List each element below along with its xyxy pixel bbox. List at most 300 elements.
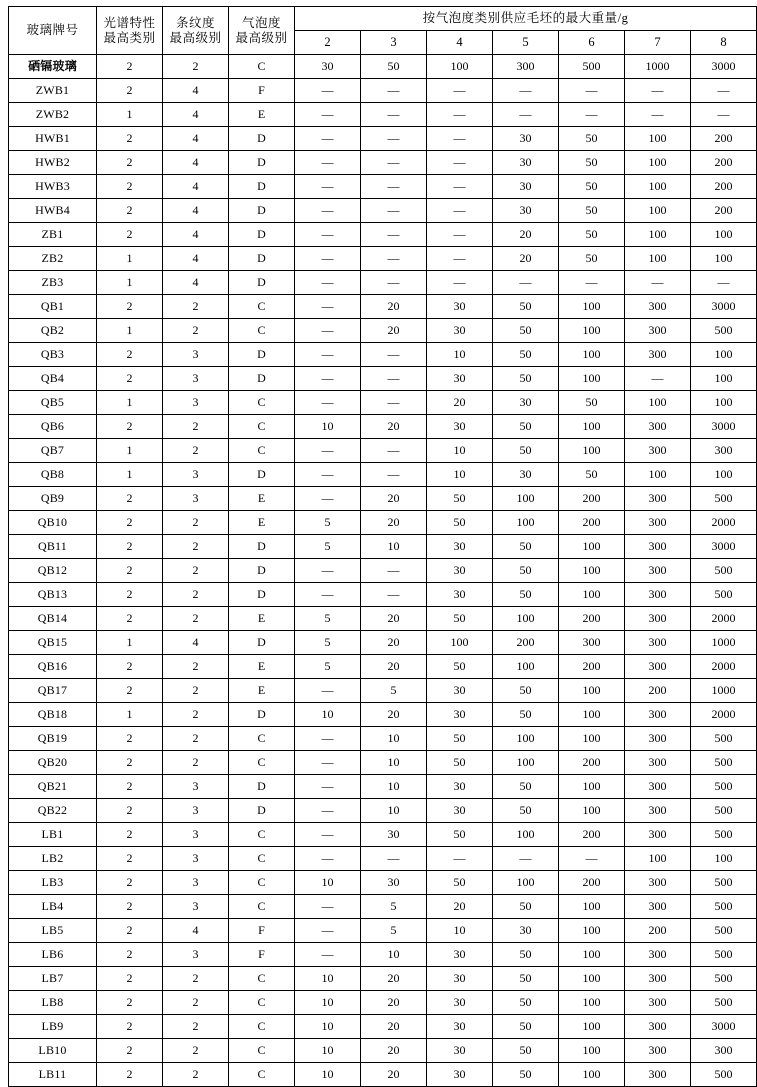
cell-max-weight: 300 bbox=[625, 727, 691, 751]
cell-max-weight: 100 bbox=[691, 367, 757, 391]
table-row bbox=[9, 55, 757, 79]
cell-max-weight: 2000 bbox=[691, 511, 757, 535]
header-bubble-class: 7 bbox=[625, 31, 691, 55]
table-row bbox=[9, 367, 757, 391]
cell-max-weight: 100 bbox=[559, 775, 625, 799]
cell-max-weight: 100 bbox=[559, 319, 625, 343]
cell-max-weight: 300 bbox=[625, 583, 691, 607]
cell-glass-code: QB17 bbox=[9, 679, 97, 703]
cell-stripe: 2 bbox=[163, 679, 229, 703]
cell-max-weight: 100 bbox=[559, 295, 625, 319]
cell-stripe: 2 bbox=[163, 967, 229, 991]
cell-max-weight: — bbox=[295, 127, 361, 151]
table-body bbox=[9, 55, 757, 1087]
cell-max-weight: 2000 bbox=[691, 607, 757, 631]
cell-max-weight: — bbox=[493, 271, 559, 295]
cell-max-weight: 50 bbox=[427, 727, 493, 751]
cell-max-weight: — bbox=[427, 127, 493, 151]
cell-max-weight: — bbox=[493, 103, 559, 127]
cell-max-weight: 100 bbox=[493, 751, 559, 775]
cell-max-weight: — bbox=[691, 103, 757, 127]
cell-max-weight: — bbox=[361, 103, 427, 127]
cell-max-weight: 20 bbox=[361, 295, 427, 319]
cell-max-weight: 500 bbox=[691, 487, 757, 511]
cell-max-weight: 5 bbox=[295, 535, 361, 559]
table-row bbox=[9, 967, 757, 991]
header-bubble: 气泡度 最高级别 bbox=[229, 7, 295, 55]
cell-max-weight: 5 bbox=[295, 631, 361, 655]
cell-stripe: 4 bbox=[163, 247, 229, 271]
cell-max-weight: 100 bbox=[691, 847, 757, 871]
cell-glass-code: QB8 bbox=[9, 463, 97, 487]
cell-max-weight: 10 bbox=[295, 871, 361, 895]
cell-max-weight: 500 bbox=[691, 799, 757, 823]
table-row bbox=[9, 607, 757, 631]
cell-max-weight: 3000 bbox=[691, 415, 757, 439]
cell-bubble: C bbox=[229, 415, 295, 439]
table-row bbox=[9, 679, 757, 703]
cell-max-weight: 300 bbox=[625, 487, 691, 511]
cell-max-weight: 30 bbox=[427, 967, 493, 991]
cell-bubble: E bbox=[229, 103, 295, 127]
cell-max-weight: 100 bbox=[625, 463, 691, 487]
cell-max-weight: 1000 bbox=[625, 55, 691, 79]
table-row bbox=[9, 223, 757, 247]
cell-max-weight: — bbox=[295, 751, 361, 775]
cell-max-weight: — bbox=[295, 895, 361, 919]
cell-bubble: F bbox=[229, 943, 295, 967]
cell-max-weight: 500 bbox=[691, 919, 757, 943]
table-row bbox=[9, 799, 757, 823]
cell-max-weight: — bbox=[295, 391, 361, 415]
cell-max-weight: 50 bbox=[493, 1063, 559, 1087]
table-row bbox=[9, 151, 757, 175]
table-row bbox=[9, 511, 757, 535]
cell-max-weight: — bbox=[361, 559, 427, 583]
cell-stripe: 2 bbox=[163, 295, 229, 319]
cell-max-weight: 500 bbox=[691, 727, 757, 751]
header-bubble-class: 5 bbox=[493, 31, 559, 55]
cell-max-weight: 20 bbox=[427, 895, 493, 919]
cell-max-weight: 10 bbox=[427, 919, 493, 943]
table-row bbox=[9, 79, 757, 103]
table-row bbox=[9, 991, 757, 1015]
cell-bubble: C bbox=[229, 391, 295, 415]
cell-bubble: C bbox=[229, 439, 295, 463]
cell-bubble: D bbox=[229, 127, 295, 151]
header-bubble-class: 8 bbox=[691, 31, 757, 55]
cell-max-weight: 30 bbox=[427, 583, 493, 607]
cell-max-weight: 200 bbox=[625, 679, 691, 703]
cell-max-weight: 300 bbox=[625, 823, 691, 847]
cell-bubble: C bbox=[229, 991, 295, 1015]
cell-max-weight: 5 bbox=[295, 511, 361, 535]
table-row bbox=[9, 175, 757, 199]
cell-max-weight: 30 bbox=[493, 151, 559, 175]
cell-max-weight: 30 bbox=[427, 1039, 493, 1063]
cell-max-weight: 30 bbox=[427, 943, 493, 967]
cell-max-weight: 1000 bbox=[691, 679, 757, 703]
cell-spectral: 2 bbox=[97, 415, 163, 439]
cell-max-weight: 10 bbox=[295, 1063, 361, 1087]
cell-glass-code: QB11 bbox=[9, 535, 97, 559]
table-row bbox=[9, 487, 757, 511]
cell-max-weight: — bbox=[295, 103, 361, 127]
cell-bubble: D bbox=[229, 799, 295, 823]
cell-max-weight: — bbox=[427, 247, 493, 271]
cell-max-weight: 100 bbox=[559, 1039, 625, 1063]
cell-max-weight: 100 bbox=[559, 415, 625, 439]
cell-max-weight: 300 bbox=[625, 895, 691, 919]
table-row bbox=[9, 247, 757, 271]
cell-stripe: 2 bbox=[163, 703, 229, 727]
cell-stripe: 4 bbox=[163, 199, 229, 223]
cell-max-weight: — bbox=[295, 727, 361, 751]
cell-max-weight: — bbox=[295, 463, 361, 487]
cell-max-weight: — bbox=[493, 847, 559, 871]
cell-max-weight: 20 bbox=[361, 991, 427, 1015]
cell-max-weight: 20 bbox=[361, 967, 427, 991]
cell-max-weight: 300 bbox=[625, 631, 691, 655]
cell-max-weight: 200 bbox=[625, 919, 691, 943]
cell-max-weight: 20 bbox=[361, 319, 427, 343]
cell-max-weight: 50 bbox=[559, 175, 625, 199]
cell-bubble: D bbox=[229, 343, 295, 367]
cell-max-weight: 500 bbox=[691, 751, 757, 775]
table-row bbox=[9, 319, 757, 343]
cell-spectral: 1 bbox=[97, 631, 163, 655]
cell-glass-code: LB3 bbox=[9, 871, 97, 895]
cell-max-weight: — bbox=[427, 175, 493, 199]
cell-stripe: 2 bbox=[163, 583, 229, 607]
cell-max-weight: 10 bbox=[361, 799, 427, 823]
cell-max-weight: 100 bbox=[559, 895, 625, 919]
cell-max-weight: 100 bbox=[559, 535, 625, 559]
cell-max-weight: 3000 bbox=[691, 55, 757, 79]
cell-spectral: 2 bbox=[97, 1039, 163, 1063]
cell-max-weight: — bbox=[559, 103, 625, 127]
cell-max-weight: 50 bbox=[427, 655, 493, 679]
cell-max-weight: — bbox=[361, 583, 427, 607]
cell-max-weight: 100 bbox=[493, 655, 559, 679]
cell-max-weight: 20 bbox=[361, 415, 427, 439]
cell-max-weight: 50 bbox=[493, 439, 559, 463]
cell-max-weight: 10 bbox=[361, 535, 427, 559]
cell-glass-code: LB9 bbox=[9, 1015, 97, 1039]
cell-max-weight: — bbox=[427, 151, 493, 175]
header-row-top bbox=[9, 7, 757, 31]
cell-stripe: 2 bbox=[163, 535, 229, 559]
cell-max-weight: — bbox=[559, 271, 625, 295]
cell-max-weight: 10 bbox=[361, 775, 427, 799]
cell-glass-code: LB4 bbox=[9, 895, 97, 919]
cell-max-weight: — bbox=[427, 223, 493, 247]
cell-max-weight: 50 bbox=[427, 511, 493, 535]
cell-max-weight: — bbox=[559, 847, 625, 871]
cell-max-weight: 500 bbox=[691, 775, 757, 799]
table-row bbox=[9, 271, 757, 295]
cell-bubble: C bbox=[229, 823, 295, 847]
cell-bubble: E bbox=[229, 655, 295, 679]
cell-spectral: 2 bbox=[97, 823, 163, 847]
cell-spectral: 2 bbox=[97, 127, 163, 151]
header-max-weight-group: 按气泡度类别供应毛坯的最大重量/g bbox=[295, 7, 757, 31]
cell-max-weight: 10 bbox=[295, 415, 361, 439]
table-row bbox=[9, 415, 757, 439]
cell-stripe: 4 bbox=[163, 271, 229, 295]
table-row bbox=[9, 655, 757, 679]
cell-max-weight: 300 bbox=[625, 1015, 691, 1039]
cell-max-weight: 500 bbox=[691, 583, 757, 607]
cell-max-weight: 200 bbox=[559, 511, 625, 535]
cell-max-weight: 30 bbox=[427, 559, 493, 583]
cell-bubble: D bbox=[229, 199, 295, 223]
cell-max-weight: 30 bbox=[493, 199, 559, 223]
cell-max-weight: 50 bbox=[493, 559, 559, 583]
cell-max-weight: — bbox=[691, 271, 757, 295]
cell-bubble: D bbox=[229, 631, 295, 655]
cell-spectral: 2 bbox=[97, 943, 163, 967]
cell-bubble: C bbox=[229, 1063, 295, 1087]
cell-max-weight: — bbox=[361, 175, 427, 199]
cell-max-weight: 300 bbox=[559, 631, 625, 655]
cell-spectral: 2 bbox=[97, 679, 163, 703]
cell-stripe: 3 bbox=[163, 895, 229, 919]
cell-max-weight: 20 bbox=[493, 223, 559, 247]
cell-max-weight: 5 bbox=[361, 679, 427, 703]
cell-bubble: E bbox=[229, 607, 295, 631]
cell-max-weight: — bbox=[625, 271, 691, 295]
cell-max-weight: 300 bbox=[625, 319, 691, 343]
cell-max-weight: 50 bbox=[559, 223, 625, 247]
cell-bubble: D bbox=[229, 175, 295, 199]
cell-max-weight: — bbox=[361, 391, 427, 415]
cell-max-weight: — bbox=[295, 775, 361, 799]
cell-bubble: E bbox=[229, 679, 295, 703]
cell-bubble: C bbox=[229, 967, 295, 991]
cell-max-weight: 10 bbox=[427, 343, 493, 367]
cell-max-weight: 30 bbox=[493, 127, 559, 151]
cell-spectral: 2 bbox=[97, 199, 163, 223]
table-row bbox=[9, 823, 757, 847]
cell-max-weight: 10 bbox=[295, 1015, 361, 1039]
cell-bubble: C bbox=[229, 295, 295, 319]
cell-max-weight: 20 bbox=[361, 511, 427, 535]
cell-stripe: 2 bbox=[163, 727, 229, 751]
cell-spectral: 1 bbox=[97, 703, 163, 727]
cell-max-weight: — bbox=[361, 439, 427, 463]
cell-spectral: 2 bbox=[97, 79, 163, 103]
cell-max-weight: — bbox=[625, 79, 691, 103]
cell-max-weight: 5 bbox=[295, 607, 361, 631]
cell-max-weight: 100 bbox=[691, 247, 757, 271]
cell-max-weight: 300 bbox=[625, 511, 691, 535]
header-bubble-class: 3 bbox=[361, 31, 427, 55]
cell-bubble: F bbox=[229, 79, 295, 103]
cell-max-weight: 300 bbox=[625, 751, 691, 775]
cell-spectral: 2 bbox=[97, 487, 163, 511]
cell-max-weight: — bbox=[295, 319, 361, 343]
cell-max-weight: 500 bbox=[691, 991, 757, 1015]
cell-glass-code: QB2 bbox=[9, 319, 97, 343]
cell-glass-code: LB7 bbox=[9, 967, 97, 991]
cell-max-weight: 10 bbox=[427, 463, 493, 487]
cell-max-weight: 50 bbox=[493, 295, 559, 319]
cell-max-weight: 300 bbox=[625, 943, 691, 967]
cell-spectral: 2 bbox=[97, 223, 163, 247]
cell-max-weight: 30 bbox=[427, 775, 493, 799]
cell-max-weight: — bbox=[361, 127, 427, 151]
cell-max-weight: 300 bbox=[625, 775, 691, 799]
cell-stripe: 3 bbox=[163, 847, 229, 871]
cell-glass-code: LB5 bbox=[9, 919, 97, 943]
cell-max-weight: — bbox=[295, 367, 361, 391]
cell-stripe: 2 bbox=[163, 1063, 229, 1087]
cell-max-weight: 30 bbox=[427, 799, 493, 823]
cell-stripe: 2 bbox=[163, 655, 229, 679]
cell-glass-code: LB6 bbox=[9, 943, 97, 967]
cell-max-weight: 500 bbox=[691, 319, 757, 343]
cell-max-weight: — bbox=[361, 79, 427, 103]
cell-spectral: 2 bbox=[97, 727, 163, 751]
cell-max-weight: 50 bbox=[493, 535, 559, 559]
cell-spectral: 2 bbox=[97, 991, 163, 1015]
cell-max-weight: 200 bbox=[691, 151, 757, 175]
cell-max-weight: 300 bbox=[625, 703, 691, 727]
cell-bubble: C bbox=[229, 55, 295, 79]
cell-bubble: F bbox=[229, 919, 295, 943]
cell-bubble: D bbox=[229, 223, 295, 247]
cell-max-weight: — bbox=[427, 847, 493, 871]
cell-spectral: 2 bbox=[97, 559, 163, 583]
cell-spectral: 2 bbox=[97, 511, 163, 535]
cell-max-weight: 100 bbox=[559, 559, 625, 583]
cell-max-weight: — bbox=[427, 199, 493, 223]
table-row bbox=[9, 751, 757, 775]
cell-max-weight: — bbox=[295, 487, 361, 511]
cell-stripe: 3 bbox=[163, 391, 229, 415]
cell-max-weight: — bbox=[295, 679, 361, 703]
cell-max-weight: 100 bbox=[559, 967, 625, 991]
cell-max-weight: — bbox=[295, 343, 361, 367]
cell-stripe: 3 bbox=[163, 799, 229, 823]
cell-max-weight: 30 bbox=[493, 391, 559, 415]
cell-stripe: 3 bbox=[163, 823, 229, 847]
cell-max-weight: 30 bbox=[427, 679, 493, 703]
cell-glass-code: QB18 bbox=[9, 703, 97, 727]
cell-max-weight: 300 bbox=[625, 871, 691, 895]
cell-max-weight: 5 bbox=[361, 919, 427, 943]
cell-bubble: D bbox=[229, 247, 295, 271]
cell-stripe: 2 bbox=[163, 991, 229, 1015]
cell-glass-code: ZWB1 bbox=[9, 79, 97, 103]
cell-spectral: 2 bbox=[97, 1015, 163, 1039]
cell-max-weight: 200 bbox=[691, 199, 757, 223]
cell-stripe: 4 bbox=[163, 631, 229, 655]
cell-max-weight: — bbox=[691, 79, 757, 103]
cell-stripe: 2 bbox=[163, 751, 229, 775]
cell-max-weight: 20 bbox=[361, 1063, 427, 1087]
cell-max-weight: 200 bbox=[559, 823, 625, 847]
cell-max-weight: 100 bbox=[625, 247, 691, 271]
cell-max-weight: — bbox=[295, 823, 361, 847]
cell-max-weight: 100 bbox=[493, 607, 559, 631]
header-bubble-class: 6 bbox=[559, 31, 625, 55]
cell-max-weight: 1000 bbox=[691, 631, 757, 655]
cell-max-weight: — bbox=[295, 943, 361, 967]
cell-max-weight: 50 bbox=[493, 967, 559, 991]
cell-max-weight: 20 bbox=[361, 655, 427, 679]
cell-max-weight: 100 bbox=[559, 439, 625, 463]
cell-max-weight: 50 bbox=[493, 895, 559, 919]
cell-max-weight: 50 bbox=[493, 343, 559, 367]
cell-max-weight: 300 bbox=[625, 439, 691, 463]
cell-spectral: 2 bbox=[97, 55, 163, 79]
cell-max-weight: — bbox=[295, 175, 361, 199]
cell-spectral: 2 bbox=[97, 871, 163, 895]
cell-max-weight: 300 bbox=[625, 415, 691, 439]
cell-max-weight: 50 bbox=[427, 871, 493, 895]
cell-max-weight: 30 bbox=[427, 295, 493, 319]
cell-max-weight: 100 bbox=[427, 631, 493, 655]
cell-bubble: E bbox=[229, 487, 295, 511]
cell-max-weight: — bbox=[295, 199, 361, 223]
cell-max-weight: — bbox=[295, 247, 361, 271]
cell-glass-code: QB12 bbox=[9, 559, 97, 583]
cell-max-weight: — bbox=[625, 103, 691, 127]
cell-max-weight: 300 bbox=[625, 991, 691, 1015]
cell-max-weight: 100 bbox=[559, 1063, 625, 1087]
table-header bbox=[9, 7, 757, 55]
table-row bbox=[9, 895, 757, 919]
cell-bubble: D bbox=[229, 703, 295, 727]
cell-glass-code: LB1 bbox=[9, 823, 97, 847]
cell-max-weight: 100 bbox=[559, 943, 625, 967]
table-row bbox=[9, 631, 757, 655]
cell-max-weight: 20 bbox=[361, 487, 427, 511]
glass-specification-table bbox=[8, 6, 757, 1087]
cell-spectral: 1 bbox=[97, 319, 163, 343]
cell-max-weight: 300 bbox=[691, 439, 757, 463]
cell-stripe: 2 bbox=[163, 439, 229, 463]
cell-stripe: 3 bbox=[163, 487, 229, 511]
cell-max-weight: 100 bbox=[493, 871, 559, 895]
cell-max-weight: 20 bbox=[427, 391, 493, 415]
cell-max-weight: 500 bbox=[691, 559, 757, 583]
cell-spectral: 2 bbox=[97, 343, 163, 367]
cell-max-weight: 200 bbox=[691, 127, 757, 151]
cell-glass-code: ZB2 bbox=[9, 247, 97, 271]
cell-bubble: C bbox=[229, 871, 295, 895]
cell-max-weight: — bbox=[625, 367, 691, 391]
table-row bbox=[9, 583, 757, 607]
table-row bbox=[9, 391, 757, 415]
cell-max-weight: — bbox=[361, 367, 427, 391]
cell-max-weight: — bbox=[295, 151, 361, 175]
cell-max-weight: 50 bbox=[493, 943, 559, 967]
cell-max-weight: 50 bbox=[559, 127, 625, 151]
cell-max-weight: 10 bbox=[361, 727, 427, 751]
cell-max-weight: 300 bbox=[625, 535, 691, 559]
cell-max-weight: 30 bbox=[427, 991, 493, 1015]
cell-max-weight: 2000 bbox=[691, 655, 757, 679]
cell-max-weight: — bbox=[295, 295, 361, 319]
cell-max-weight: 500 bbox=[691, 943, 757, 967]
cell-glass-code: LB8 bbox=[9, 991, 97, 1015]
header-spectral: 光谱特性 最高类别 bbox=[97, 7, 163, 55]
cell-max-weight: 30 bbox=[427, 1063, 493, 1087]
cell-bubble: C bbox=[229, 847, 295, 871]
